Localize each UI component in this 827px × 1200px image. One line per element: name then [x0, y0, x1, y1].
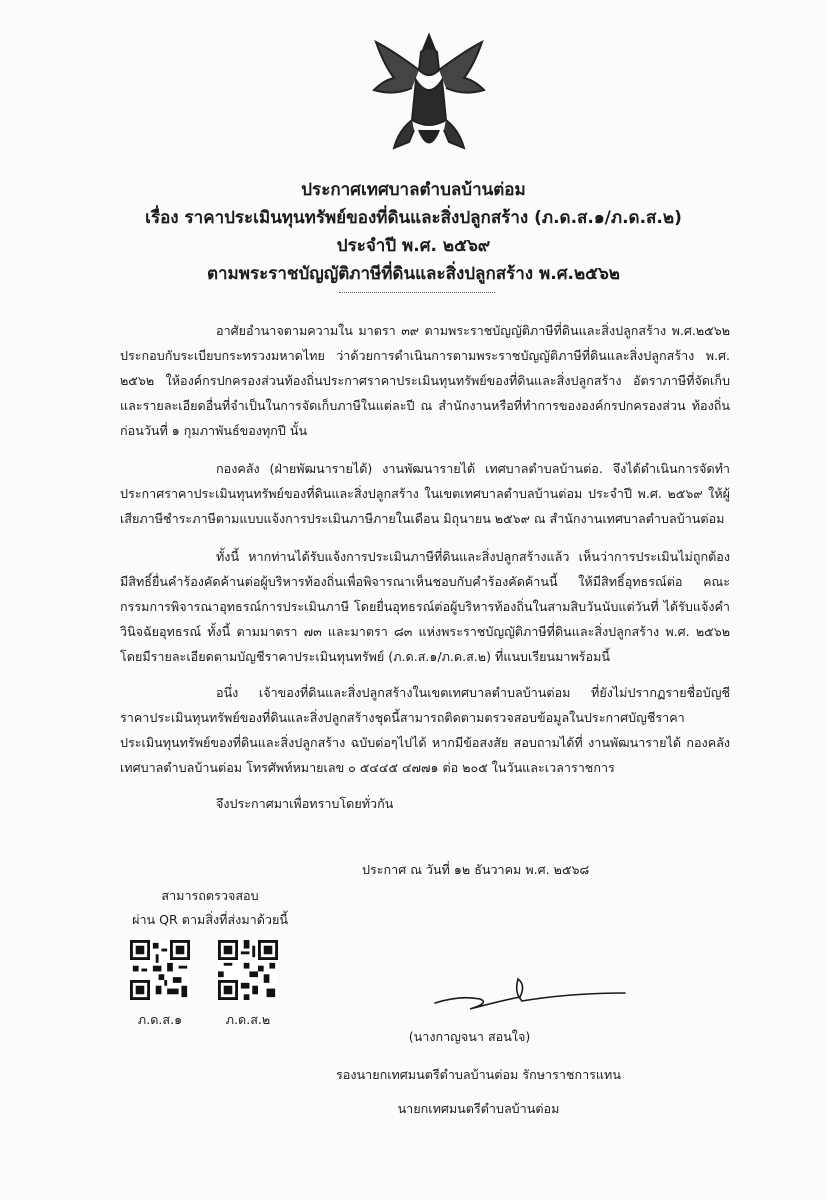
announcement-date: ประกาศ ณ วันที่ ๑๒ ธันวาคม พ.ศ. ๒๕๖๘	[362, 862, 590, 877]
qr-caption-line1: สามารถตรวจสอบ	[161, 888, 259, 903]
signer-position-mayor: นายกเทศมนตรีตำบลบ้านต่อม	[397, 1101, 560, 1116]
announcement-law: ตามพระราชบัญญัติภาษีที่ดินและสิ่งปลูกสร้าง พ.ศ.๒๕๖๒	[206, 264, 621, 284]
title-separator	[339, 292, 495, 293]
announcement-year: ประจำปี พ.ศ. ๒๕๖๙	[336, 236, 491, 256]
qr-caption-line2: ผ่าน QR ตามสิ่งที่ส่งมาด้วยนี้	[132, 912, 288, 927]
handwritten-signature-icon	[430, 975, 630, 1015]
announcement-subject: เรื่อง ราคาประเมินทุนทรัพย์ของที่ดินและสิ่งปลูกสร้าง (ภ.ด.ส.๑/ภ.ด.ส.๒)	[145, 208, 682, 228]
qr-code-pds2-icon[interactable]	[218, 940, 278, 1000]
paragraph-authority: อาศัยอำนาจตามความใน มาตรา ๓๙ ตามพระราชบัญญัติภาษีที่ดินและสิ่งปลูกสร้าง พ.ศ.๒๕๖๒ ประกอบกับระเบียบกระทรวงมหาดไทย ว่าด้วยการดำเนินการตามพระราชบัญญัติภาษีที่ดินและสิ่งปลูกสร้าง พ.ศ. ๒๕๖๒ ให้องค์กรปกครองส่วนท้องถิ่นประกาศราคาประเมินทุนทรัพย์ของที่ดินและสิ่งปลูกสร้าง อัตราภาษีที่จัดเก็บ และรายละเอียดอื่นที่จำเป็นในการจัดเก็บภาษีในแต่ละปี ณ สำนักงานหรือที่ทำการขององค์กรปกครองส่วน ท้องถิ่นก่อนวันที่ ๑ กุมภาพันธ์ของทุกปี นั้น	[120, 323, 730, 438]
announcement-title: ประกาศเทศบาลตำบลบ้านต่อม	[301, 180, 526, 200]
garuda-emblem-icon	[364, 30, 494, 160]
paragraph-finance-division: กองคลัง (ฝ่ายพัฒนารายได้) งานพัฒนารายได้ เทศบาลตำบลบ้านต่อ. จึงได้ดำเนินการจัดทำ ประกาศราคาประเมินทุนทรัพย์ของที่ดินและสิ่งปลูกสร้าง ในเขตเทศบาลตำบลบ้านต่อม ประจำปี พ.ศ. ๒๕๖๙ ให้ผู้เสียภาษีชำระภาษีตามแบบแจ้งการประเมินภาษีภายในเดือน มิถุนายน ๒๕๖๙ ณ สำนักงานเทศบาลตำบลบ้านต่อม	[120, 461, 730, 526]
signer-position-acting: รองนายกเทศมนตรีตำบลบ้านต่อม รักษาราชการแทน	[336, 1067, 621, 1082]
qr-label-pds2: ภ.ด.ส.๒	[225, 1012, 271, 1027]
paragraph-contact: อนึ่ง เจ้าของที่ดินและสิ่งปลูกสร้างในเขตเทศบาลตำบลบ้านต่อม ที่ยังไม่ปรากฏรายชื่อบัญชี ราคาประเมินทุนทรัพย์ของที่ดินและสิ่งปลูกสร้างชุดนี้สามารถติดตามตรวจสอบข้อมูลในประกาศบัญชีราคา ประเมินทุนทรัพย์ของที่ดินและสิ่งปลูกสร้าง ฉบับต่อๆไปได้ หากมีข้อสงสัย สอบถามได้ที่ งานพัฒนารายได้ กองคลัง เทศบาลตำบลบ้านต่อม โทรศัพท์หมายเลข ๐ ๕๔๔๕ ๔๗๗๑ ต่อ ๒๐๕ ในวันและเวลาราชการ	[120, 685, 730, 775]
signer-name: (นางกาญจนา สอนใจ)	[408, 1029, 531, 1044]
closing-line: จึงประกาศมาเพื่อทราบโดยทั่วกัน	[216, 796, 394, 811]
qr-code-pds1-icon[interactable]	[130, 940, 190, 1000]
paragraph-appeal: ทั้งนี้ หากท่านได้รับแจ้งการประเมินภาษีที่ดินและสิ่งปลูกสร้างแล้ว เห็นว่าการประเมินไม่ถูกต้อง มีสิทธิ์ยื่นคำร้องคัดค้านต่อผู้บริหารท้องถิ่นเพื่อพิจารณาเห็นชอบกับคำร้องคัดค้านนี้ ให้มีสิทธิ์อุทธรณ์ต่อ คณะกรรมการพิจารณาอุทธรณ์การประเมินภาษี โดยยื่นอุทธรณ์ต่อผู้บริหารท้องถิ่นในสามสิบวันนับแต่วันที่ ได้รับแจ้งคำวินิจฉัยอุทธรณ์ ทั้งนี้ ตามมาตรา ๗๓ และมาตรา ๘๓ แห่งพระราชบัญญัติภาษีที่ดินและสิ่งปลูกสร้าง พ.ศ. ๒๕๖๒ โดยมีรายละเอียดตามบัญชีราคาประเมินทุนทรัพย์ (ภ.ด.ส.๑/ภ.ด.ส.๒) ที่แนบเรียนมาพร้อมนี้	[120, 549, 730, 664]
qr-label-pds1: ภ.ด.ส.๑	[137, 1012, 183, 1027]
